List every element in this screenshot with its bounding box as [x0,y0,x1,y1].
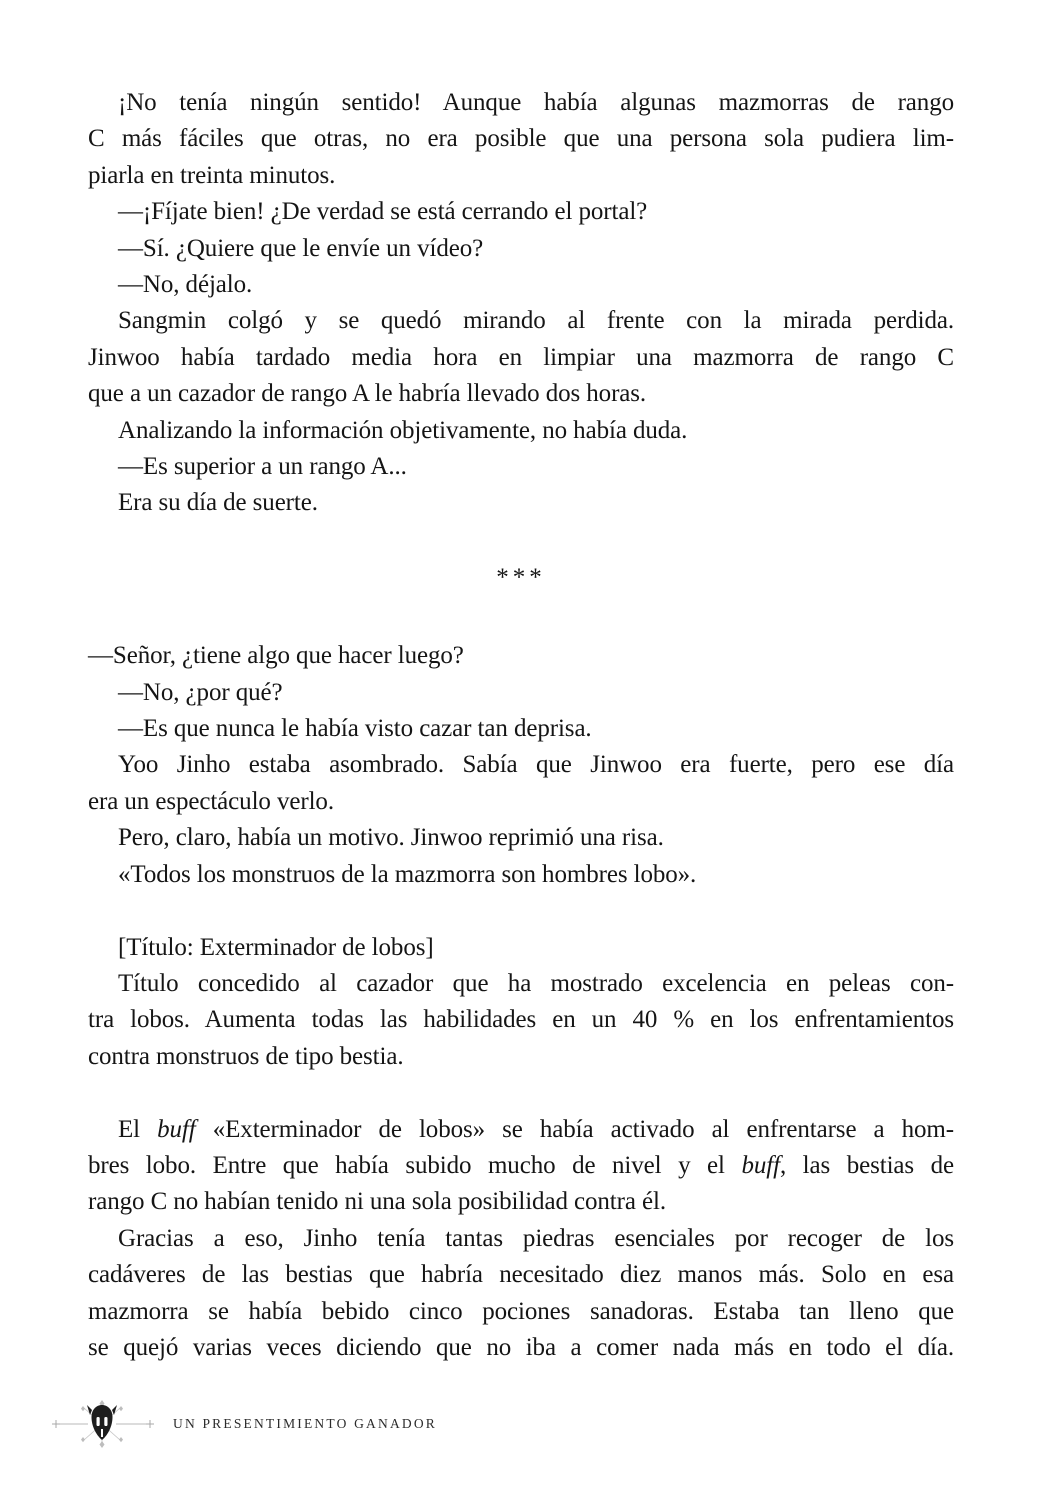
text-segment: «Exterminador de lobos» se había activado al enfrentarse a hom- [195,1115,954,1143]
scene-separator: *** [496,563,546,591]
text-line: Gracias a eso, Jinho tenía tantas piedras esenciales por recoger de los [118,1224,954,1252]
text-line: Pero, claro, había un motivo. Jinwoo reprimió una risa. [118,824,664,852]
text-line: «Todos los monstruos de la mazmorra son hombres lobo». [118,860,697,888]
paragraph [88,1112,954,1367]
paragraph [88,85,954,194]
footer-running-title: UN PRESENTIMIENTO GANADOR [173,1416,437,1431]
paragraph-gap [88,893,954,929]
text-line: —Es que nunca le había visto cazar tan deprisa. [118,715,592,743]
text-line: Jinwoo había tardado media hora en limpiar una mazmorra de rango C [88,343,954,371]
text-line [88,1148,954,1184]
text-line: Era su día de suerte. [118,489,318,517]
helmet-emblem-icon [46,1398,164,1450]
text-line: Título concedido al cazador que ha mostrado excelencia en peleas con- [118,969,954,997]
text-segment: bres lobo. Entre que había subido mucho de nivel y el [88,1151,742,1179]
text-line: tra lobos. Aumenta todas las habilidades en un 40 % en los enfrentamientos [88,1006,954,1034]
italic-text: buff [741,1151,780,1179]
text-line: C más fáciles que otras, no era posible que una persona sola pudiera lim- [88,125,954,153]
text-column [88,85,954,1366]
text-line: —No, ¿por qué? [118,678,283,706]
text-line: ¡No tenía ningún sentido! Aunque había algunas mazmorras de rango [118,89,954,116]
page-footer [46,1398,437,1450]
text-line [88,1112,954,1148]
text-line: Yoo Jinho estaba asombrado. Sabía que Jinwoo era fuerte, pero ese día [118,751,954,779]
text-line: rango C no habían tenido ni una sola posibilidad contra él. [88,1188,666,1216]
text-line: que a un cazador de rango A le habría llevado dos horas. [88,380,647,408]
paragraph [88,194,954,303]
text-line: piarla en treinta minutos. [88,161,336,189]
text-line: —Es superior a un rango A... [118,453,407,481]
text-line: Analizando la información objetivamente, no había duda. [118,416,688,444]
text-line: se quejó varias veces diciendo que no iba a comer nada más en todo el día. [88,1333,954,1361]
text-line: [Título: Exterminador de lobos] [118,933,434,961]
text-line: —No, déjalo. [118,271,253,299]
text-line: —Señor, ¿tiene algo que hacer luego? [88,642,464,670]
text-line: mazmorra se había bebido cinco pociones sanadoras. Estaba tan lleno que [88,1297,954,1325]
text-segment: , las bestias de [779,1151,954,1179]
text-line: Sangmin colgó y se quedó mirando al frente con la mirada perdida. [118,307,954,335]
text-line: contra monstruos de tipo bestia. [88,1042,404,1070]
text-segment: El [118,1115,158,1143]
text-line: —Sí. ¿Quiere que le envíe un vídeo? [118,234,484,262]
text-line: —¡Fíjate bien! ¿De verdad se está cerrando el portal? [118,198,648,226]
paragraph-gap [88,1075,954,1111]
paragraph [88,930,954,1076]
text-line: cadáveres de las bestias que habría necesitado diez manos más. Solo en esa [88,1261,954,1289]
paragraph [88,638,954,893]
text-line: era un espectáculo verlo. [88,787,334,815]
paragraph [88,303,954,521]
italic-text: buff [157,1115,196,1143]
